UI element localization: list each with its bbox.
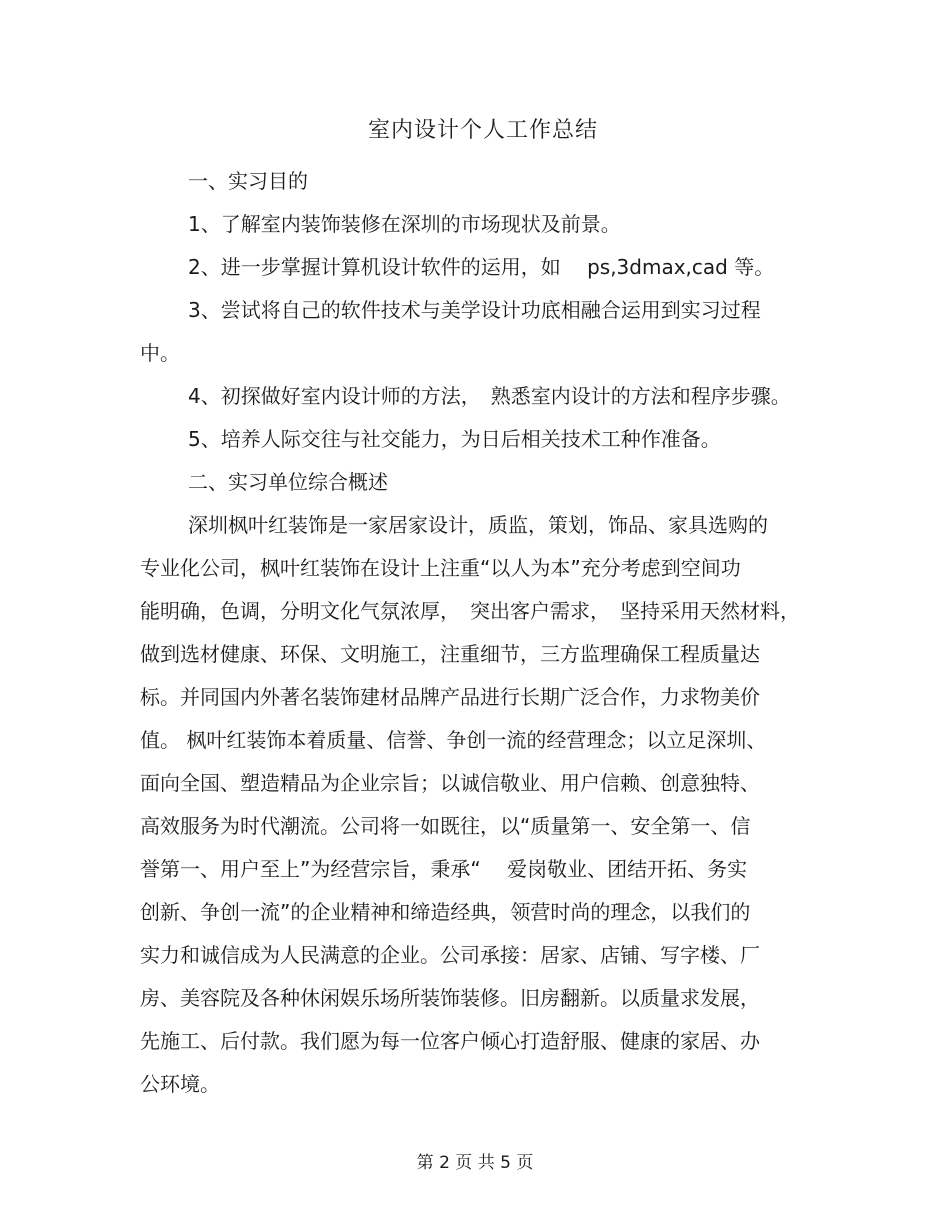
paragraph-line: 面向全国、塑造精品为企业宗旨；以诚信敬业、用户信赖、创意独特、 — [140, 771, 760, 795]
document-body — [140, 160, 800, 1106]
paragraph-line: 高效服务为时代潮流。公司将一如既往，以“质量第一、安全第一、信 — [140, 814, 751, 838]
paragraph-line: 值。 枫叶红装饰本着质量、信誉、争创一流的经营理念；以立足深圳、 — [140, 728, 767, 752]
paragraph-line: 做到选材健康、环保、文明施工，注重细节，三方监理确保工程质量达 — [140, 642, 760, 666]
list-item: 3、尝试将自己的软件技术与美学设计功底相融合运用到实习过程 — [188, 298, 761, 322]
list-item-continuation: 中。 — [140, 341, 180, 365]
section-heading: 一、实习目的 — [188, 169, 308, 193]
section-heading: 二、实习单位综合概述 — [188, 470, 388, 494]
paragraph-line: 实力和诚信成为人民满意的企业。公司承接：居家、店铺、写字楼、厂 — [140, 943, 760, 967]
page-number-footer: 第 2 页 共 5 页 — [416, 1153, 534, 1173]
paragraph-line: 先施工、后付款。我们愿为每一位客户倾心打造舒服、健康的家居、办 — [140, 1029, 760, 1053]
paragraph-line: 深圳枫叶红装饰是一家居家设计，质监，策划，饰品、家具选购的 — [188, 513, 768, 537]
list-item: 1、了解室内装饰装修在深圳的市场现状及前景。 — [188, 212, 621, 236]
paragraph-line: 创新、争创一流”的企业精神和缔造经典，领营时尚的理念，以我们的 — [140, 900, 751, 924]
list-item: 5、培养人际交往与社交能力，为日后相关技术工种作准备。 — [188, 427, 721, 451]
paragraph-line: 房、美容院及各种休闲娱乐场所装饰装修。旧房翻新。以质量求发展， — [140, 986, 760, 1010]
list-item: 2、进一步掌握计算机设计软件的运用，如 ps,3dmax,cad 等。 — [188, 255, 775, 279]
page-title: 室内设计个人工作总结 — [367, 118, 598, 143]
paragraph-line: 能明确，色调，分明文化气氛浓厚， 突出客户需求， 坚持采用天然材料， — [140, 599, 800, 623]
paragraph-line: 誉第一、用户至上”为经营宗旨，秉承“ 爱岗敬业、团结开拓、务实 — [140, 857, 748, 881]
paragraph-line: 专业化公司，枫叶红装饰在设计上注重“以人为本”充分考虑到空间功 — [140, 556, 741, 580]
list-item: 4、初探做好室内设计师的方法， 熟悉室内设计的方法和程序步骤。 — [188, 384, 791, 408]
paragraph-line: 公环境。 — [140, 1072, 220, 1096]
paragraph-line: 标。并同国内外著名装饰建材品牌产品进行长期广泛合作，力求物美价 — [140, 685, 760, 709]
